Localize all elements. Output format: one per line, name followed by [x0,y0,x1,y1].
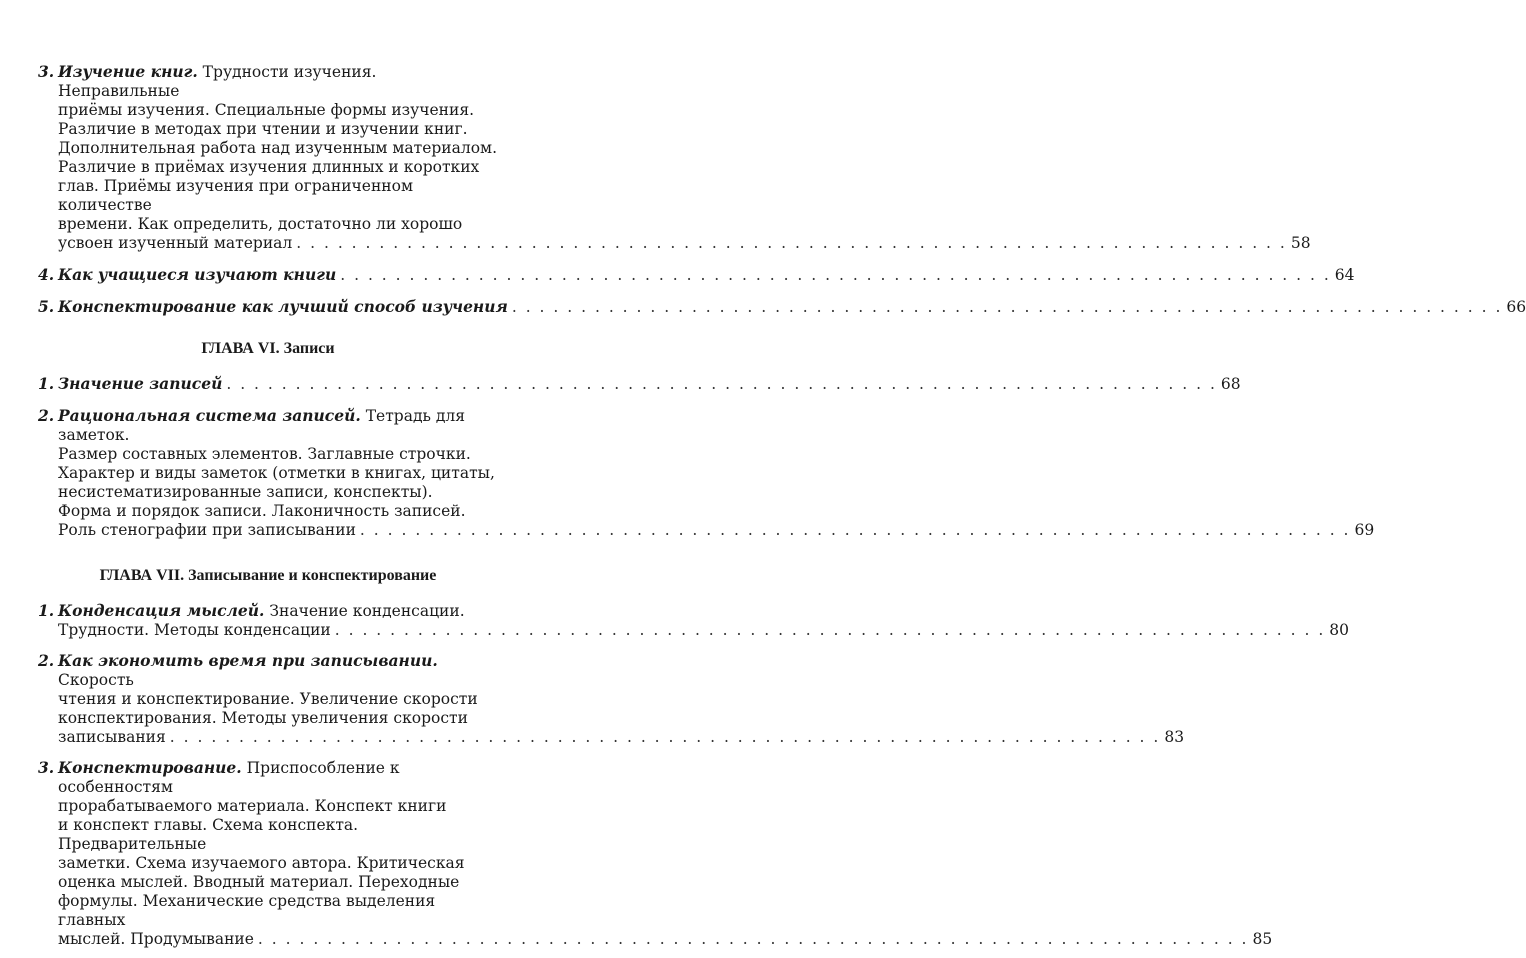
entry-line: заметки. Схема изучаемого автора. Критическая [58,854,465,872]
entry-text: Приспособление к особенностям [58,759,400,796]
entry-heading: Конспектирование. [58,758,242,777]
entry-number: 3. [38,758,55,777]
entry-last-line [58,930,1273,949]
entry-heading: Значение записей [58,374,223,393]
entry-heading: Конденсация мыслей. [58,601,265,620]
entry-line: времени. Как определить, достаточно ли хорошо [58,215,463,233]
page-number: 68 [1220,375,1241,393]
entry-number: 3. [38,62,55,81]
entry-text: Значение конденсации. [264,602,465,620]
page-number: 80 [1329,621,1350,639]
table-of-contents [38,62,1526,958]
entry-text: Роль стенографии при записывании [58,521,356,539]
toc-entry-7-2 [38,651,1185,747]
toc-entry-3 [38,62,1311,253]
dot-leader [226,375,1217,394]
entry-number: 5. [38,297,55,316]
chapter-heading-6: ГЛАВА VI. Записи [201,340,335,357]
entry-text: записывания [58,728,166,746]
entry-text: усвоен изученный материал [58,234,293,252]
entry-last-line [58,521,1375,540]
entry-number: 2. [38,406,55,425]
entry-number: 1. [38,601,55,620]
entry-line: оценка мыслей. Вводный материал. Переходные [58,873,460,891]
entry-last-line [58,621,1350,640]
entry-first-line [58,601,498,621]
entry-last-line [58,374,1241,394]
entry-line: приёмы изучения. Специальные формы изучения. [58,101,475,119]
entry-line: Различие в методах при чтении и изучении книг. [58,120,468,138]
entry-line: Различие в приёмах изучения длинных и коротких [58,158,480,176]
entry-heading: Как учащиеся изучают книги [58,265,337,284]
entry-line: Форма и порядок записи. Лаконичность записей. [58,502,466,520]
dot-leader [340,266,1331,285]
dot-leader [258,930,1249,949]
page-number: 85 [1252,930,1273,948]
entry-line: несистематизированные записи, конспекты). [58,483,433,501]
dot-leader [360,521,1351,540]
entry-text: Трудности изучения. Неправильные [58,63,377,100]
entry-heading: Как экономить время при записывании. [58,651,438,670]
entry-line: глав. Приёмы изучения при ограниченном количестве [58,177,414,214]
dot-leader [170,728,1161,747]
entry-number: 2. [38,651,55,670]
toc-entry-6-1 [38,374,1241,394]
dot-leader [335,621,1326,640]
chapter-heading-7: ГЛАВА VII. Записывание и конспектирование [99,567,437,584]
entry-heading: Рациональная система записей. [58,406,361,425]
entry-line: и конспект главы. Схема конспекта. Предварительные [58,816,359,853]
entry-line: Дополнительная работа над изученным материалом. [58,139,498,157]
entry-line: прорабатываемого материала. Конспект книги [58,797,447,815]
entry-text: мыслей. Продумывание [58,930,254,948]
entry-first-line [58,406,498,445]
entry-heading: Изучение книг. [58,62,198,81]
entry-first-line [58,651,498,690]
page-number: 58 [1290,234,1311,252]
entry-first-line [58,758,498,797]
toc-entry-4 [38,265,1355,285]
entry-last-line [58,265,1355,285]
toc-entry-6-2 [38,406,1375,540]
page-number: 83 [1164,728,1185,746]
entry-text: Трудности. Методы конденсации [58,621,331,639]
entry-line: чтения и конспектирование. Увеличение скорости [58,690,478,708]
toc-entry-7-1 [38,601,1350,640]
toc-entry-5 [38,297,1526,317]
entry-line: Размер составных элементов. Заглавные строчки. [58,445,471,463]
entry-last-line [58,297,1526,317]
entry-heading: Конспектирование как лучший способ изучения [58,297,508,316]
toc-entry-7-3 [38,758,1273,949]
entry-text: Скорость [58,671,134,689]
entry-line: формулы. Механические средства выделения главных [58,892,436,929]
dot-leader [512,298,1503,317]
entry-last-line [58,728,1185,747]
entry-number: 1. [38,374,55,393]
dot-leader [296,234,1287,253]
entry-first-line [58,62,498,101]
entry-text: Тетрадь для заметок. [58,407,466,444]
page-number: 64 [1334,266,1355,284]
entry-last-line [58,234,1311,253]
entry-line: Характер и виды заметок (отметки в книгах, цитаты, [58,464,495,482]
entry-number: 4. [38,265,55,284]
page-number: 69 [1354,521,1375,539]
entry-line: конспектирования. Методы увеличения скорости [58,709,468,727]
page-number: 66 [1506,298,1526,316]
